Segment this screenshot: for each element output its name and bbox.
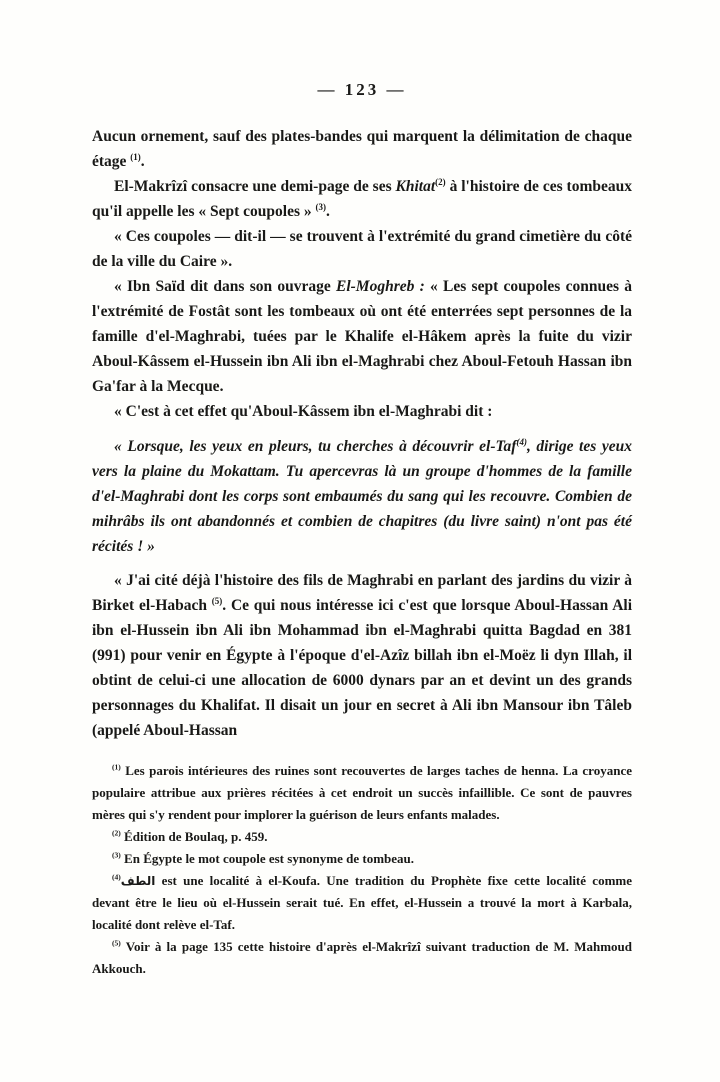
paragraph-5 bbox=[92, 399, 632, 424]
footnote-marker-5: (5) bbox=[112, 938, 121, 948]
footnote-text: Les parois intérieures des ruines sont recouvertes de larges taches de henna. La croyance populaire attribue aux prières récitées à cet endroit un succès infaillible. Ce sont de pauvres mères qui s'y rendent pour implorer la guérison de leurs enfants malades. bbox=[92, 763, 632, 822]
footnote-1 bbox=[92, 760, 632, 826]
paragraph-text: « Ces coupoles — dit-il — se trouvent à l'extrémité du grand cimetière du côté de la ville du Caire ». bbox=[92, 228, 632, 270]
paragraph-3 bbox=[92, 224, 632, 274]
quote-text: , dirige tes yeux vers la plaine du Mokattam. Tu apercevras là un groupe d'hommes de la famille d'el-Maghrabi dont les corps sont embaumés du sang qui les recouvre. Combien de mihrâbs ils ont abandonnés et combien de chapitres (du livre saint) n'ont pas été récités ! » bbox=[92, 438, 633, 555]
footnote-text: Voir à la page 135 cette histoire d'après el-Makrîzî suivant traduction de M. Mahmoud Akkouch. bbox=[92, 939, 632, 976]
paragraph-4 bbox=[92, 274, 632, 399]
body-text bbox=[92, 124, 632, 743]
book-title-khitat: Khitat bbox=[395, 178, 436, 195]
footnote-marker-4: (4) bbox=[112, 872, 121, 882]
footnote-marker-1: (1) bbox=[112, 762, 121, 772]
footnote-ref-2: (2) bbox=[435, 176, 446, 187]
paragraph-text: « Ibn Saïd dit dans son ouvrage bbox=[114, 278, 336, 295]
footnote-text: est une localité à el-Koufa. Une tradition du Prophète fixe cette localité comme devant être le lieu où el-Hussein serait tué. En effet, el-Hussein a trouvé la mort à Karbala, localité dont relève el-Taf. bbox=[92, 873, 632, 932]
page-number: — 123 — bbox=[317, 80, 407, 99]
paragraph-text: à l'histoire de ces tombeaux qu'il appelle les « Sept coupoles » bbox=[92, 178, 632, 220]
paragraph-7 bbox=[92, 568, 632, 743]
text-block bbox=[92, 80, 632, 980]
paragraph-text: . bbox=[140, 153, 145, 170]
footnote-marker-3: (3) bbox=[112, 850, 121, 860]
paragraph-text: « J'ai cité déjà l'histoire des fils de Maghrabi en parlant des jardins du vizir à Birket el-Habach bbox=[92, 572, 632, 614]
footnote-marker-2: (2) bbox=[112, 828, 121, 838]
footnote-2 bbox=[92, 826, 632, 848]
footnote-text: En Égypte le mot coupole est synonyme de tombeau. bbox=[120, 851, 415, 866]
paragraph-text: . bbox=[325, 203, 330, 220]
paragraph-2 bbox=[92, 174, 632, 224]
paragraph-text: El-Makrîzî consacre une demi-page de ses bbox=[114, 178, 396, 195]
footnote-ref-1: (1) bbox=[130, 151, 141, 162]
footnote-ref-4: (4) bbox=[516, 436, 527, 447]
paragraph-1 bbox=[92, 124, 632, 174]
paragraph-text: Aucun ornement, sauf des plates-bandes qui marquent la délimitation de chaque étage bbox=[92, 128, 632, 170]
book-title-el-moghreb: El-Moghreb : bbox=[336, 278, 425, 295]
paragraph-text: « C'est à cet effet qu'Aboul-Kâssem ibn el-Maghrabi dit : bbox=[114, 403, 493, 420]
quote-text: « Lorsque, les yeux en pleurs, tu cherches à découvrir el-Taf bbox=[114, 438, 517, 455]
footnote-4 bbox=[92, 870, 632, 936]
verse-quote bbox=[92, 434, 632, 559]
footnote-text: Édition de Boulaq, p. 459. bbox=[120, 829, 268, 844]
footnote-ref-5: (5) bbox=[211, 595, 223, 606]
paragraph-text: « Les sept coupoles connues à l'extrémité de Fostât sont les tombeaux où ont été enterrées sept personnes de la famille d'el-Maghrabi, tuées par le Khalife el-Hâkem après la fuite du vizir Aboul-Kâssem el-Hussein ibn Ali ibn el-Maghrabi chez Aboul-Fetouh Hassan ibn Ga'far à la Mecque. bbox=[92, 278, 633, 395]
paragraph-text: . Ce qui nous intéresse ici c'est que lorsque Aboul-Hassan Ali ibn el-Hussein ibn Ali ibn Mohammad ibn el-Maghrabi quitta Bagdad en 381 (991) pour venir en Égypte à l'époque d'el-Azîz billah ibn el-Moëz li dyn Illah, il obtint de celui-ci une allocation de 6000 dynars par an et devint un des grands personnages du Khalifat. Il disait un jour en secret à Ali ibn Mansour ibn Tâleb (appelé Aboul-Hassan bbox=[92, 597, 633, 739]
footnote-ref-3: (3) bbox=[315, 201, 326, 212]
footnote-3 bbox=[92, 848, 632, 870]
footnote-5 bbox=[92, 936, 632, 980]
arabic-word-al-taf: الطف bbox=[120, 874, 156, 888]
footnotes-section bbox=[92, 760, 632, 980]
